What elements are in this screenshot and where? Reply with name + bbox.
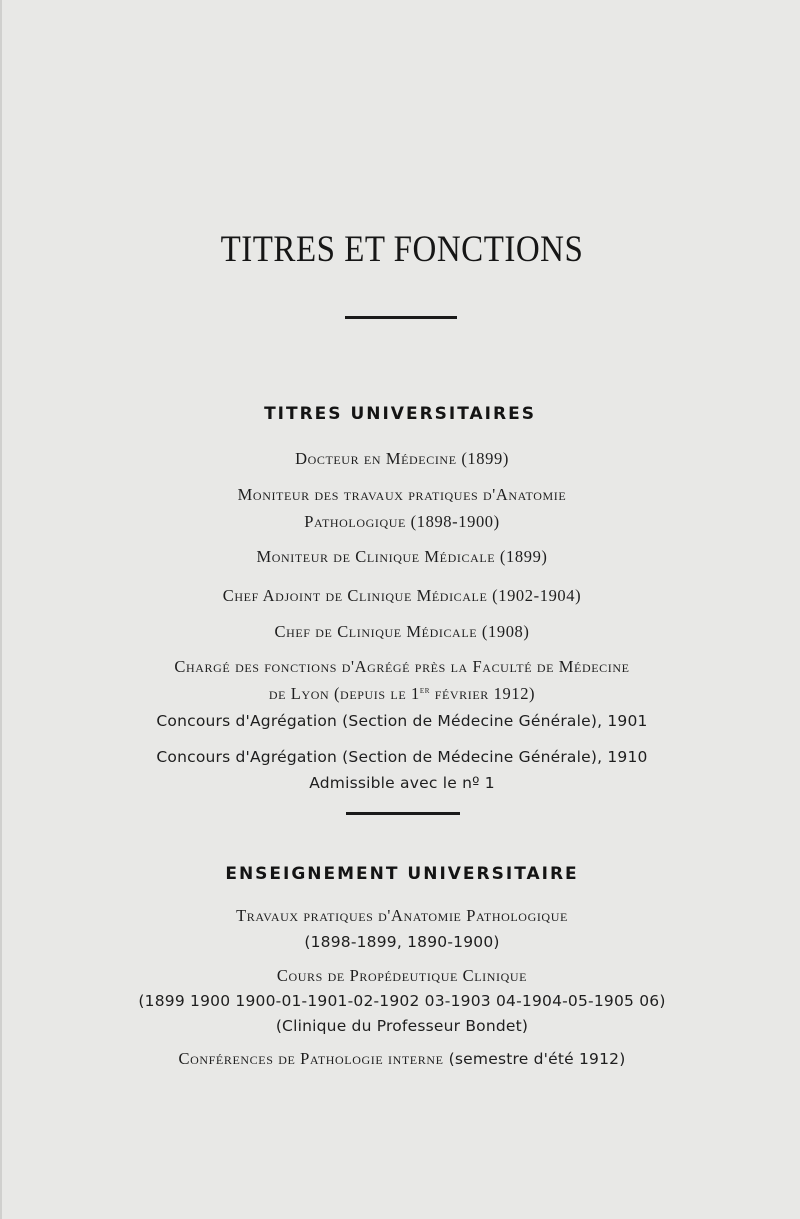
entry-line: Moniteur de Clinique Médicale (1899) <box>256 547 548 566</box>
entry-line <box>2 1045 800 1073</box>
entry-line <box>2 680 800 708</box>
superscript: er <box>419 685 430 696</box>
entry-line: Docteur en Médecine (1899) <box>295 449 509 468</box>
section-heading-enseignement: ENSEIGNEMENT UNIVERSITAIRE <box>225 864 579 884</box>
section-heading-titres: TITRES UNIVERSITAIRES <box>264 404 536 424</box>
entry-line: Travaux pratiques d'Anatomie Pathologique <box>236 906 568 925</box>
page-title: TITRES ET FONCTIONS <box>220 229 584 271</box>
entry-line: Pathologique (1898-1900) <box>304 512 500 531</box>
entry-line: Concours d'Agrégation (Section de Médecine Générale), 1910 <box>156 748 648 766</box>
entry-text: Conférences de Pathologie interne <box>178 1049 444 1068</box>
title-divider <box>345 316 457 319</box>
entry-line: (1899 1900 1900-01-1901-02-1902 03-1903 04-1904-05-1905 06) <box>138 992 666 1010</box>
entry-text: de Lyon (depuis le 1 <box>268 684 420 703</box>
entry-line: Moniteur des travaux pratiques d'Anatomie <box>237 485 567 504</box>
entry-line: (Clinique du Professeur Bondet) <box>275 1017 529 1035</box>
entry-text: février 1912) <box>429 684 536 703</box>
entry-line: Admissible avec le nº 1 <box>309 774 495 792</box>
entry-line: (1898-1899, 1890-1900) <box>304 933 500 951</box>
entry-line: Chef Adjoint de Clinique Médicale (1902-1904) <box>222 586 582 605</box>
entry-line: Chargé des fonctions d'Agrégé près la Faculté de Médecine <box>174 657 630 676</box>
entry-line: Concours d'Agrégation (Section de Médecine Générale), 1901 <box>156 712 648 730</box>
entry-line: Cours de Propédeutique Clinique <box>276 966 528 985</box>
section-divider <box>346 812 460 815</box>
entry-text: (semestre d'été 1912) <box>443 1050 626 1068</box>
entry-line: Chef de Clinique Médicale (1908) <box>274 622 530 641</box>
